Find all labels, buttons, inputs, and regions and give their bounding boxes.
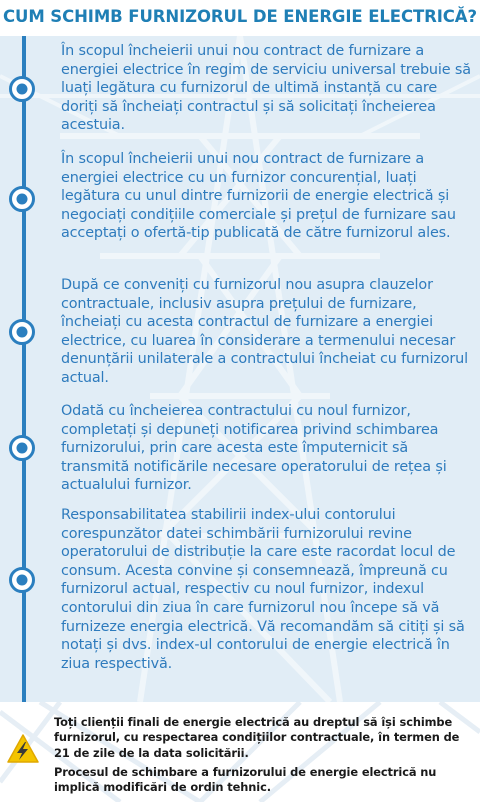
high-voltage-warning-icon: [6, 732, 40, 766]
timeline-node-icon: [9, 76, 35, 102]
steps-panel: [0, 36, 480, 702]
timeline-node-icon: [9, 435, 35, 461]
timeline-node-icon: [9, 567, 35, 593]
step-5-text: Responsabilitatea stabilirii index-ului contorului corespunzător datei schimbării furnizorului revine operatorului de distribuție la care este racordat locul de consum. Acesta convine și consemnează, împreună cu furnizorul actual, respectiv cu noul furnizor, indexul contorului din ziua în care furnizorul nou începe să vă furnizeze energia electrică. Vă recomandăm să citiți și să notați și dvs. index-ul contorului de energie electrică în ziua respectivă.: [61, 507, 465, 672]
step-1-text: În scopul încheierii unui nou contract de furnizare a energiei electrice în regim de serviciu universal trebuie să luați legătura cu furnizorul de ultimă instanță cu care doriți să încheiați contractul și să solicitați încheierea acestuia.: [61, 43, 471, 134]
step-3-text: După ce conveniți cu furnizorul nou asupra clauzelor contractuale, inclusiv asupra prețului de furnizare, încheiați cu acesta contractul de furnizare a energiei electrice, cu luarea în considerare a termenului necesar denunțării unilaterale a contractului încheiat cu furnizorul actual.: [61, 277, 468, 386]
timeline-line: [22, 36, 26, 702]
page-title: CUM SCHIMB FURNIZORUL DE ENERGIE ELECTRICĂ?: [3, 7, 477, 26]
note-paragraph-technical: Procesul de schimbare a furnizorului de energie electrică nu implică modificări de ordin tehnic.: [54, 764, 437, 795]
step-4-text: Odată cu încheierea contractului cu noul furnizor, completați și depuneți notificarea privind schimbarea furnizorului, prin care acesta este împuternicit să transmită notificările necesare operatorului de rețea și actualului furnizor.: [61, 403, 447, 494]
info-note-box: [0, 702, 480, 802]
note-paragraph-rights: Toți clienții finali de energie electrică au dreptul să își schimbe furnizorul, cu respectarea condițiilor contractuale, în termen de 21 de zile de la data solicitării.: [54, 715, 460, 760]
step-2-text: În scopul încheierii unui nou contract de furnizare a energiei electrice cu un furnizor concurențial, luați legătura cu unul dintre furnizorii de energie electrică și negociați condițiile comerciale și prețul de furnizare sau acceptați o ofertă-tip publicată de către furnizorul ales.: [61, 151, 456, 242]
timeline-node-icon: [9, 186, 35, 212]
timeline-node-icon: [9, 319, 35, 345]
